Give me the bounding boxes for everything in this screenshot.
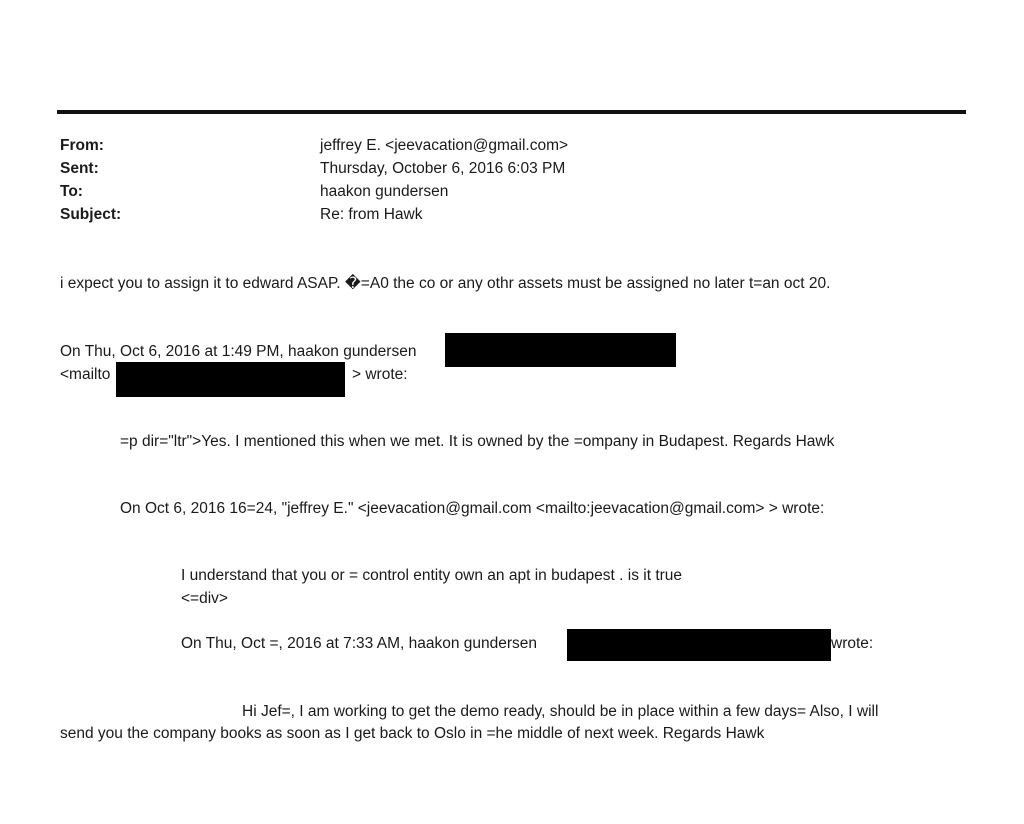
quote2-attribution: On Oct 6, 2016 16=24, "jeffrey E." <jeevacation@gmail.com <mailto:jeevacation@gmail.com> > wrote: (120, 500, 825, 517)
quote2-text: I understand that you or = control entity own an apt in budapest . is it true (181, 567, 683, 584)
header-divider (57, 110, 966, 114)
from-value: jeffrey E. <jeevacation@gmail.com> (320, 137, 569, 154)
redaction-block (445, 333, 676, 367)
quote3-text-line2: send you the company books as soon as I get back to Oslo in =he middle of next week. Regards Hawk (60, 725, 765, 742)
quote1-attribution-mailto: <mailto (60, 366, 111, 383)
quote3-text-line1: Hi Jef=, I am working to get the demo ready, should be in place within a few days= Also, I will (242, 703, 879, 720)
quote3-attribution: On Thu, Oct =, 2016 at 7:33 AM, haakon gundersen (181, 635, 538, 652)
to-value: haakon gundersen (320, 183, 449, 200)
reply-text: i expect you to assign it to edward ASAP. �=A0 the co or any othr assets must be assigned no later t=an oct 20. (60, 275, 831, 292)
to-label: To: (60, 183, 83, 200)
subject-label: Subject: (60, 206, 122, 223)
redaction-block (567, 629, 831, 661)
quote3-attribution-wrote: wrote: (831, 635, 874, 652)
quote1-attribution-line1: On Thu, Oct 6, 2016 at 1:49 PM, haakon gundersen (60, 343, 417, 360)
quote1-text: =p dir="ltr">Yes. I mentioned this when we met. It is owned by the =ompany in Budapest. Regards Hawk (120, 433, 835, 450)
sent-label: Sent: (60, 160, 99, 177)
subject-value: Re: from Hawk (320, 206, 423, 223)
from-label: From: (60, 137, 104, 154)
redaction-block (116, 362, 345, 397)
sent-value: Thursday, October 6, 2016 6:03 PM (320, 160, 566, 177)
quote2-div-tag: <=div> (181, 590, 228, 607)
quote1-attribution-wrote: > wrote: (352, 366, 408, 383)
